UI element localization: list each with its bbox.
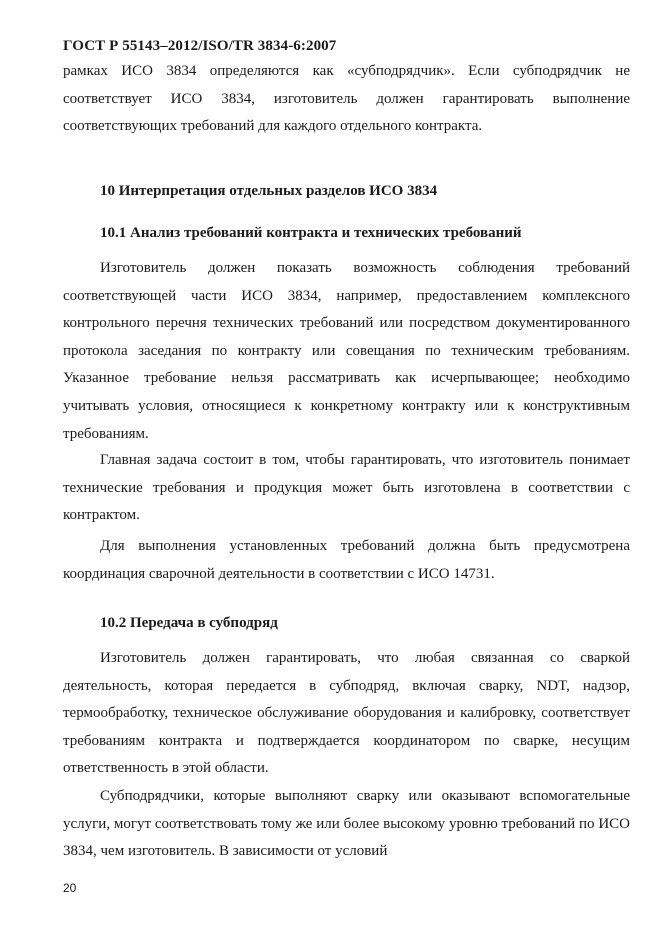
document-header: ГОСТ Р 55143–2012/ISO/TR 3834-6:2007 bbox=[63, 38, 337, 54]
section-10-2-paragraph-1: Изготовитель должен гарантировать, что любая связанная со сваркой деятельность, которая передается в субподряд, включая сварку, NDT, надзор, термообработку, техническое обслуживание оборудования и калибровку, соответствует требованиям контракта и подтверждается координатором по сварке, несущим ответственность в этой области. bbox=[63, 650, 630, 777]
section-10-heading: 10 Интерпретация отдельных разделов ИСО 3834 bbox=[100, 183, 438, 199]
section-10-1-paragraph-3: Для выполнения установленных требований должна быть предусмотрена координация сварочной деятельности в соответствии с ИСО 14731. bbox=[63, 538, 630, 582]
section-10-2-heading: 10.2 Передача в субподряд bbox=[100, 615, 278, 631]
intro-paragraph: рамках ИСО 3834 определяются как «субподрядчик». Если субподрядчик не соответствует ИСО 3834, изготовитель должен гарантировать выполнение соответствующих требований для каждого отдельного контракта. bbox=[63, 63, 630, 135]
section-10-1-heading: 10.1 Анализ требований контракта и технических требований bbox=[100, 225, 522, 241]
section-10-1-paragraph-2: Главная задача состоит в том, чтобы гарантировать, что изготовитель понимает технические требования и продукция может быть изготовлена в соответствии с контрактом. bbox=[63, 452, 630, 524]
page-number: 20 bbox=[63, 881, 77, 895]
section-10-2-paragraph-2: Субподрядчики, которые выполняют сварку или оказывают вспомогательные услуги, могут соответствовать тому же или более высокому уровню требований по ИСО 3834, чем изготовитель. В зависимости от условий bbox=[63, 788, 630, 860]
section-10-1-paragraph-1: Изготовитель должен показать возможность соблюдения требований соответствующей части ИСО 3834, например, предоставлением комплексного контрольного перечня технических требований или посредством документированного протокола заседания по контракту или совещания по техническим требованиям. Указанное требование нельзя рассматривать как исчерпывающее; необходимо учитывать условия, относящиеся к конкретному контракту или к конструктивным требованиям. bbox=[63, 260, 630, 442]
